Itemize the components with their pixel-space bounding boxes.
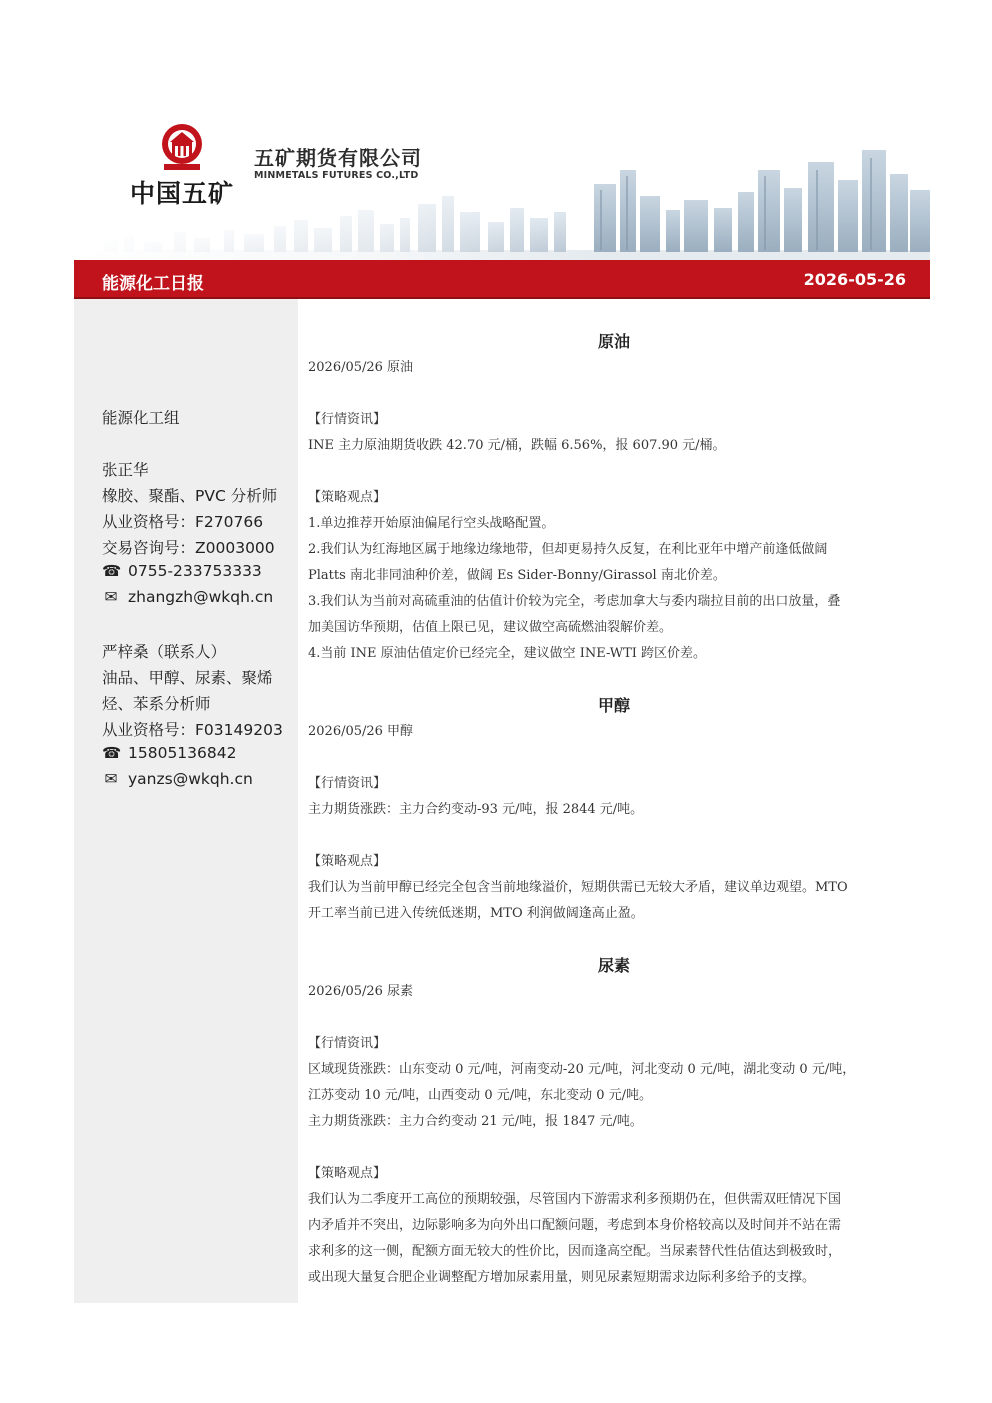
analyst2-name: 严梓桑（联系人） — [102, 643, 227, 661]
team-name: 能源化工组 — [102, 409, 180, 427]
urea-strategy-label: 【策略观点】 — [308, 1166, 387, 1181]
report-date: 2026-05-26 — [803, 270, 906, 289]
crude-strategy-line: Platts 南北非同油种价差，做阔 Es Sider-Bonny/Girassol 南北价差。 — [308, 568, 726, 583]
analyst1-email — [102, 588, 273, 606]
urea-market-line: 江苏变动 10 元/吨，山西变动 0 元/吨，东北变动 0 元/吨。 — [308, 1088, 653, 1103]
analyst1-consult-no: 交易咨询号：Z0003000 — [102, 539, 275, 557]
urea-strategy-line: 求利多的这一侧，配额方面无较大的性价比，因而逢高空配。当尿素替代性估值达到极致时， — [308, 1244, 842, 1259]
analyst1-name: 张正华 — [102, 461, 149, 479]
crude-strategy-line: 加美国访华预期，估值上限已见，建议做空高硫燃油裂解价差。 — [308, 620, 673, 635]
methanol-strategy-label: 【策略观点】 — [308, 854, 387, 869]
urea-strategy-line: 或出现大量复合肥企业调整配方增加尿素用量，则见尿素短期需求边际利多给予的支撑。 — [308, 1270, 816, 1285]
methanol-strategy-line: 我们认为当前甲醇已经完全包含当前地缘溢价，短期供需已无较大矛盾，建议单边观望。MTO — [308, 880, 848, 895]
methanol-strategy-line: 开工率当前已进入传统低迷期，MTO 利润做阔逢高止盈。 — [308, 906, 644, 921]
crude-market-label: 【行情资讯】 — [308, 412, 387, 427]
urea-market-line: 主力期货涨跌：主力合约变动 21 元/吨，报 1847 元/吨。 — [308, 1114, 643, 1129]
urea-date-line: 2026/05/26 尿素 — [308, 984, 414, 999]
analyst1-phone-number: 0755-233753333 — [128, 562, 262, 580]
envelope-icon: ✉ — [104, 770, 118, 788]
methanol-date-line: 2026/05/26 甲醇 — [308, 724, 414, 739]
section-heading-methanol: 甲醇 — [597, 696, 630, 715]
crude-strategy-line: 3.我们认为当前对高硫重油的估值计价较为完全，考虑加拿大与委内瑞拉目前的出口放量，叠 — [308, 594, 841, 609]
crude-strategy-line: 2.我们认为红海地区属于地缘边缘地带，但却更易持久反复，在利比亚年中增产前逢低做阔 — [308, 542, 828, 557]
minmetals-emblem-icon — [160, 124, 204, 172]
section-heading-crude: 原油 — [597, 332, 630, 351]
crude-strategy-line: 4.当前 INE 原油估值定价已经完全，建议做空 INE-WTI 跨区价差。 — [308, 646, 707, 661]
analyst2-phone-number: 15805136842 — [128, 744, 237, 762]
analyst1-phone — [102, 562, 262, 580]
company-name-cn: 五矿期货有限公司 — [254, 146, 422, 170]
analyst-sidebar — [74, 299, 298, 1303]
analyst2-phone — [102, 744, 236, 762]
report-title: 能源化工日报 — [102, 274, 204, 294]
report-header — [74, 100, 930, 260]
analyst1-email-address[interactable]: zhangzh@wkqh.cn — [128, 588, 274, 606]
methanol-market-text: 主力期货涨跌：主力合约变动-93 元/吨，报 2844 元/吨。 — [308, 802, 644, 817]
crude-strategy-label: 【策略观点】 — [308, 490, 387, 505]
logo-text: 中国五矿 — [130, 179, 235, 208]
report-title-bar — [74, 260, 930, 299]
telephone-icon: ☎ — [102, 744, 122, 762]
crude-market-text: INE 主力原油期货收跌 42.70 元/桶，跌幅 6.56%，报 607.90 元/桶。 — [308, 438, 726, 453]
analyst2-email-address[interactable]: yanzs@wkqh.cn — [128, 770, 253, 788]
analyst1-license: 从业资格号：F270766 — [102, 513, 264, 531]
telephone-icon: ☎ — [102, 562, 122, 580]
envelope-icon: ✉ — [104, 588, 118, 606]
analyst2-role-line1: 油品、甲醇、尿素、聚烯 — [102, 669, 273, 687]
urea-market-line: 区域现货涨跌：山东变动 0 元/吨，河南变动-20 元/吨，河北变动 0 元/吨，湖北变动 0 元/吨， — [308, 1062, 856, 1077]
section-heading-urea: 尿素 — [597, 956, 630, 975]
crude-strategy-line: 1.单边推荐开始原油偏尾行空头战略配置。 — [308, 516, 555, 531]
crude-date-line: 2026/05/26 原油 — [308, 360, 414, 375]
analyst2-role-line2: 烃、苯系分析师 — [102, 695, 211, 713]
methanol-market-label: 【行情资讯】 — [308, 776, 387, 791]
analyst1-role: 橡胶、聚酯、PVC 分析师 — [102, 487, 278, 505]
company-name-en: MINMETALS FUTURES CO.,LTD — [254, 170, 419, 181]
urea-strategy-line: 内矛盾并不突出，边际影响多为向外出口配额问题，考虑到本身价格较高以及时间并不站在需 — [308, 1218, 842, 1233]
urea-market-label: 【行情资讯】 — [308, 1036, 387, 1051]
analyst2-license: 从业资格号：F03149203 — [102, 721, 283, 739]
urea-strategy-line: 我们认为二季度开工高位的预期较强，尽管国内下游需求利多预期仍在，但供需双旺情况下国 — [308, 1192, 842, 1207]
analyst2-email — [102, 770, 253, 788]
